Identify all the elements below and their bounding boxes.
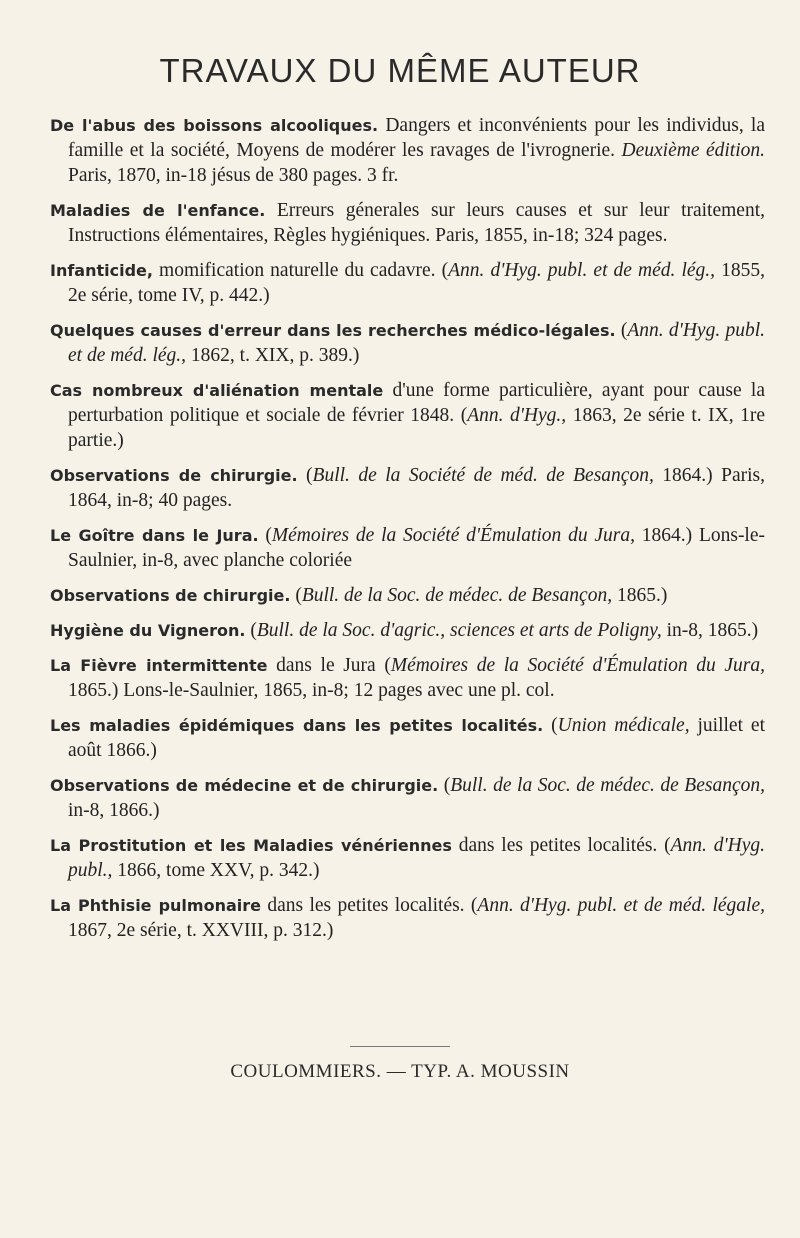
entry-heading: Les maladies épidémiques dans les petites localités.: [50, 716, 544, 735]
entry-text: Dangers et inconvénients pour les individus, la famille et la société, Moyens de modérer les ravages de l'ivrognerie.: [68, 115, 765, 161]
entry-citation: Bull. de la Soc. de médec. de Besançon,: [301, 585, 613, 606]
entry-text: (: [258, 525, 272, 546]
entry-text: 1862, t. XIX, p. 389.): [186, 345, 360, 366]
page-title: TRAVAUX DU MÊME AUTEUR: [159, 52, 641, 89]
entry-text: momification naturelle du cadavre. (: [152, 260, 449, 281]
entry-citation: Union médicale,: [557, 715, 690, 736]
entry-text: 1865.) Lons-le-Saulnier, 1865, in-8; 12 pages avec une pl. col.: [68, 680, 555, 701]
entry-heading: Hygiène du Vigneron.: [50, 621, 246, 640]
bibliography-entry: [50, 653, 765, 703]
entry-citation: Ann. d'Hyg. publ. et de méd. lég.,: [68, 320, 765, 366]
entry-text: 1867, 2e série, t. XXVIII, p. 312.): [68, 920, 334, 941]
bibliography-entry: [50, 113, 765, 188]
entry-citation: Mémoires de la Société d'Émulation du Jura,: [271, 525, 635, 546]
entry-citation: Ann. d'Hyg. publ. et de méd. lég.,: [448, 260, 716, 281]
entry-citation: Bull. de la Soc. d'agric., sciences et arts de Poligny,: [256, 620, 662, 641]
entry-text: (: [297, 465, 313, 486]
entry-heading: Infanticide,: [50, 261, 153, 280]
entry-heading: Cas nombreux d'aliénation mentale: [50, 381, 384, 400]
entry-text: in-8, 1866.): [68, 800, 160, 821]
entry-text: d'une forme particulière, ayant pour cause la perturbation politique et sociale de février 1848. (: [68, 380, 766, 426]
entry-text: 1855, 2e série, tome IV, p. 442.): [68, 260, 765, 306]
entry-text: dans les petites localités. (: [451, 835, 671, 856]
entry-text: 1864.) Paris, 1864, in-8; 40 pages.: [68, 465, 765, 511]
bibliography-entry: [50, 318, 765, 368]
bibliography-entry: [50, 583, 765, 608]
entry-citation: Bull. de la Soc. de médec. de Besançon,: [450, 775, 765, 796]
printer-imprint: [0, 1046, 800, 1083]
entry-text: 1863, 2e série t. IX, 1re partie.): [68, 405, 766, 451]
entry-text: (: [290, 585, 302, 606]
entry-text: dans les petites localités. (: [261, 895, 478, 916]
entry-text: in-8, 1865.): [661, 620, 759, 641]
bibliography-entry: [50, 618, 765, 643]
entry-heading: La Prostitution et les Maladies vénériennes: [50, 836, 452, 855]
entry-text: Paris, 1870, in-18 jésus de 380 pages. 3 fr.: [68, 165, 399, 186]
bibliography-entry: [50, 833, 765, 883]
bibliography-entry: [50, 713, 765, 763]
entry-heading: Observations de chirurgie.: [50, 586, 291, 605]
entry-text: (: [438, 775, 451, 796]
bibliography-entry: [50, 463, 765, 513]
bibliography-entry: [50, 523, 765, 573]
entry-citation: Ann. d'Hyg. publ.,: [68, 835, 766, 881]
bibliography-entry: [50, 258, 765, 308]
entry-heading: De l'abus des boissons alcooliques.: [50, 116, 379, 135]
bibliography-list: [50, 113, 765, 953]
entry-heading: Le Goître dans le Jura.: [50, 526, 259, 545]
entry-text: 1865.): [612, 585, 668, 606]
entry-citation: Bull. de la Société de méd. de Besançon,: [312, 465, 654, 486]
entry-text: 1864.) Lons-le-Saulnier, in-8, avec planche coloriée: [68, 525, 765, 571]
entry-heading: La Phthisie pulmonaire: [50, 896, 261, 915]
entry-heading: La Fièvre intermittente: [50, 656, 268, 675]
divider: [350, 1046, 450, 1047]
entry-text: Erreurs génerales sur leurs causes et sur leur traitement, Instructions élémentaires, Règles hygiéniques. Paris, 1855, in-18; 324 pages.: [68, 200, 765, 246]
entry-text: (: [615, 320, 628, 341]
bibliography-entry: [50, 893, 765, 943]
bibliography-entry: [50, 378, 765, 453]
bibliography-entry: [50, 198, 765, 248]
entry-heading: Quelques causes d'erreur dans les recherches médico-légales.: [50, 321, 616, 340]
entry-citation: Ann. d'Hyg. publ. et de méd. légale,: [477, 895, 765, 916]
entry-text: dans le Jura (: [267, 655, 391, 676]
entry-text: (: [245, 620, 257, 641]
imprint-text: COULOMMIERS. — TYP. A. MOUSSIN: [230, 1061, 570, 1082]
entry-citation: Mémoires de la Société d'Émulation du Jura,: [390, 655, 765, 676]
entry-text: 1866, tome XXV, p. 342.): [112, 860, 320, 881]
entry-citation: Ann. d'Hyg.,: [467, 405, 567, 426]
entry-text: (: [543, 715, 558, 736]
entry-heading: Observations de médecine et de chirurgie.: [50, 776, 439, 795]
entry-heading: Maladies de l'enfance.: [50, 201, 266, 220]
entry-text: juillet et août 1866.): [68, 715, 766, 761]
entry-citation: Deuxième édition.: [621, 140, 765, 161]
bibliography-entry: [50, 773, 765, 823]
entry-heading: Observations de chirurgie.: [50, 466, 298, 485]
